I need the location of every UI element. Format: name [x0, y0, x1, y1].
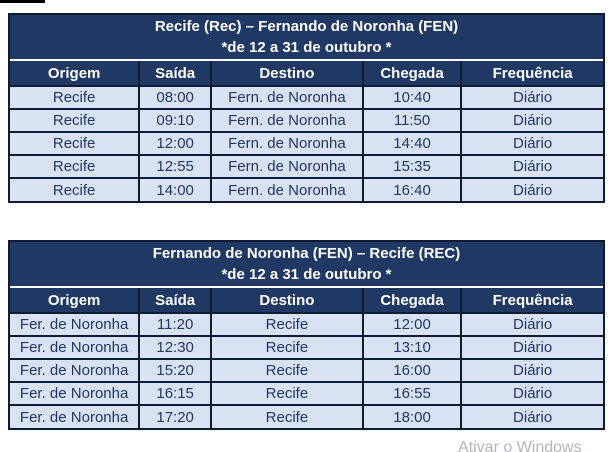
departure-cell: 16:15	[139, 382, 211, 405]
column-header-saida: Saída	[139, 61, 211, 86]
table-row	[10, 132, 603, 155]
arrival-cell: 16:00	[363, 359, 461, 382]
outbound-timetable	[10, 61, 603, 201]
outbound-table-subtitle: *de 12 a 31 de outubro *	[221, 39, 392, 56]
table-row	[10, 109, 603, 132]
arrival-cell: 16:40	[363, 178, 461, 201]
destination-cell: Recife	[211, 382, 363, 405]
origin-cell: Recife	[10, 86, 139, 109]
origin-cell: Fer. de Noronha	[10, 382, 139, 405]
destination-cell: Fern. de Noronha	[211, 178, 363, 201]
destination-cell: Fern. de Noronha	[211, 155, 363, 178]
origin-cell: Fer. de Noronha	[10, 405, 139, 428]
arrival-cell: 14:40	[363, 132, 461, 155]
destination-cell: Recife	[211, 359, 363, 382]
table-row	[10, 155, 603, 178]
column-header-chegada: Chegada	[363, 61, 461, 86]
table-row	[10, 313, 603, 336]
column-header-saida: Saída	[139, 288, 211, 313]
destination-cell: Recife	[211, 405, 363, 428]
table-row	[10, 86, 603, 109]
departure-cell: 15:20	[139, 359, 211, 382]
frequency-cell: Diário	[461, 86, 603, 109]
destination-cell: Recife	[211, 336, 363, 359]
departure-cell: 11:20	[139, 313, 211, 336]
frequency-cell: Diário	[461, 336, 603, 359]
arrival-cell: 13:10	[363, 336, 461, 359]
outbound-table-title-block	[10, 15, 603, 61]
destination-cell: Fern. de Noronha	[211, 109, 363, 132]
column-header-chegada: Chegada	[363, 288, 461, 313]
table-row	[10, 359, 603, 382]
column-header-frequencia: Frequência	[461, 61, 603, 86]
return-timetable	[10, 288, 603, 428]
destination-cell: Fern. de Noronha	[211, 132, 363, 155]
origin-cell: Recife	[10, 109, 139, 132]
origin-cell: Recife	[10, 155, 139, 178]
return-table-subtitle: *de 12 a 31 de outubro *	[221, 266, 392, 283]
arrival-cell: 15:35	[363, 155, 461, 178]
departure-cell: 12:55	[139, 155, 211, 178]
column-header-row	[10, 61, 603, 86]
column-header-frequencia: Frequência	[461, 288, 603, 313]
frequency-cell: Diário	[461, 132, 603, 155]
return-table-title: Fernando de Noronha (FEN) – Recife (REC)	[152, 245, 461, 262]
frequency-cell: Diário	[461, 405, 603, 428]
return-table-title-block	[10, 242, 603, 288]
table-row	[10, 405, 603, 428]
frequency-cell: Diário	[461, 109, 603, 132]
departure-cell: 14:00	[139, 178, 211, 201]
windows-activation-watermark: Ativar o Windows	[458, 439, 582, 452]
origin-cell: Fer. de Noronha	[10, 313, 139, 336]
arrival-cell: 12:00	[363, 313, 461, 336]
origin-cell: Fer. de Noronha	[10, 359, 139, 382]
frequency-cell: Diário	[461, 382, 603, 405]
top-left-crop-artifact	[0, 0, 45, 3]
departure-cell: 17:20	[139, 405, 211, 428]
departure-cell: 08:00	[139, 86, 211, 109]
outbound-table-title: Recife (Rec) – Fernando de Noronha (FEN)	[154, 18, 459, 35]
column-header-origem: Origem	[10, 288, 139, 313]
frequency-cell: Diário	[461, 313, 603, 336]
departure-cell: 12:30	[139, 336, 211, 359]
origin-cell: Recife	[10, 178, 139, 201]
frequency-cell: Diário	[461, 178, 603, 201]
column-header-row	[10, 288, 603, 313]
arrival-cell: 16:55	[363, 382, 461, 405]
destination-cell: Recife	[211, 313, 363, 336]
column-header-destino: Destino	[211, 288, 363, 313]
table-row	[10, 178, 603, 201]
arrival-cell: 10:40	[363, 86, 461, 109]
column-header-origem: Origem	[10, 61, 139, 86]
frequency-cell: Diário	[461, 359, 603, 382]
departure-cell: 12:00	[139, 132, 211, 155]
departure-cell: 09:10	[139, 109, 211, 132]
frequency-cell: Diário	[461, 155, 603, 178]
return-flights-table	[8, 240, 605, 430]
table-row	[10, 336, 603, 359]
column-header-destino: Destino	[211, 61, 363, 86]
destination-cell: Fern. de Noronha	[211, 86, 363, 109]
origin-cell: Recife	[10, 132, 139, 155]
outbound-flights-table	[8, 13, 605, 203]
arrival-cell: 11:50	[363, 109, 461, 132]
table-row	[10, 382, 603, 405]
arrival-cell: 18:00	[363, 405, 461, 428]
origin-cell: Fer. de Noronha	[10, 336, 139, 359]
